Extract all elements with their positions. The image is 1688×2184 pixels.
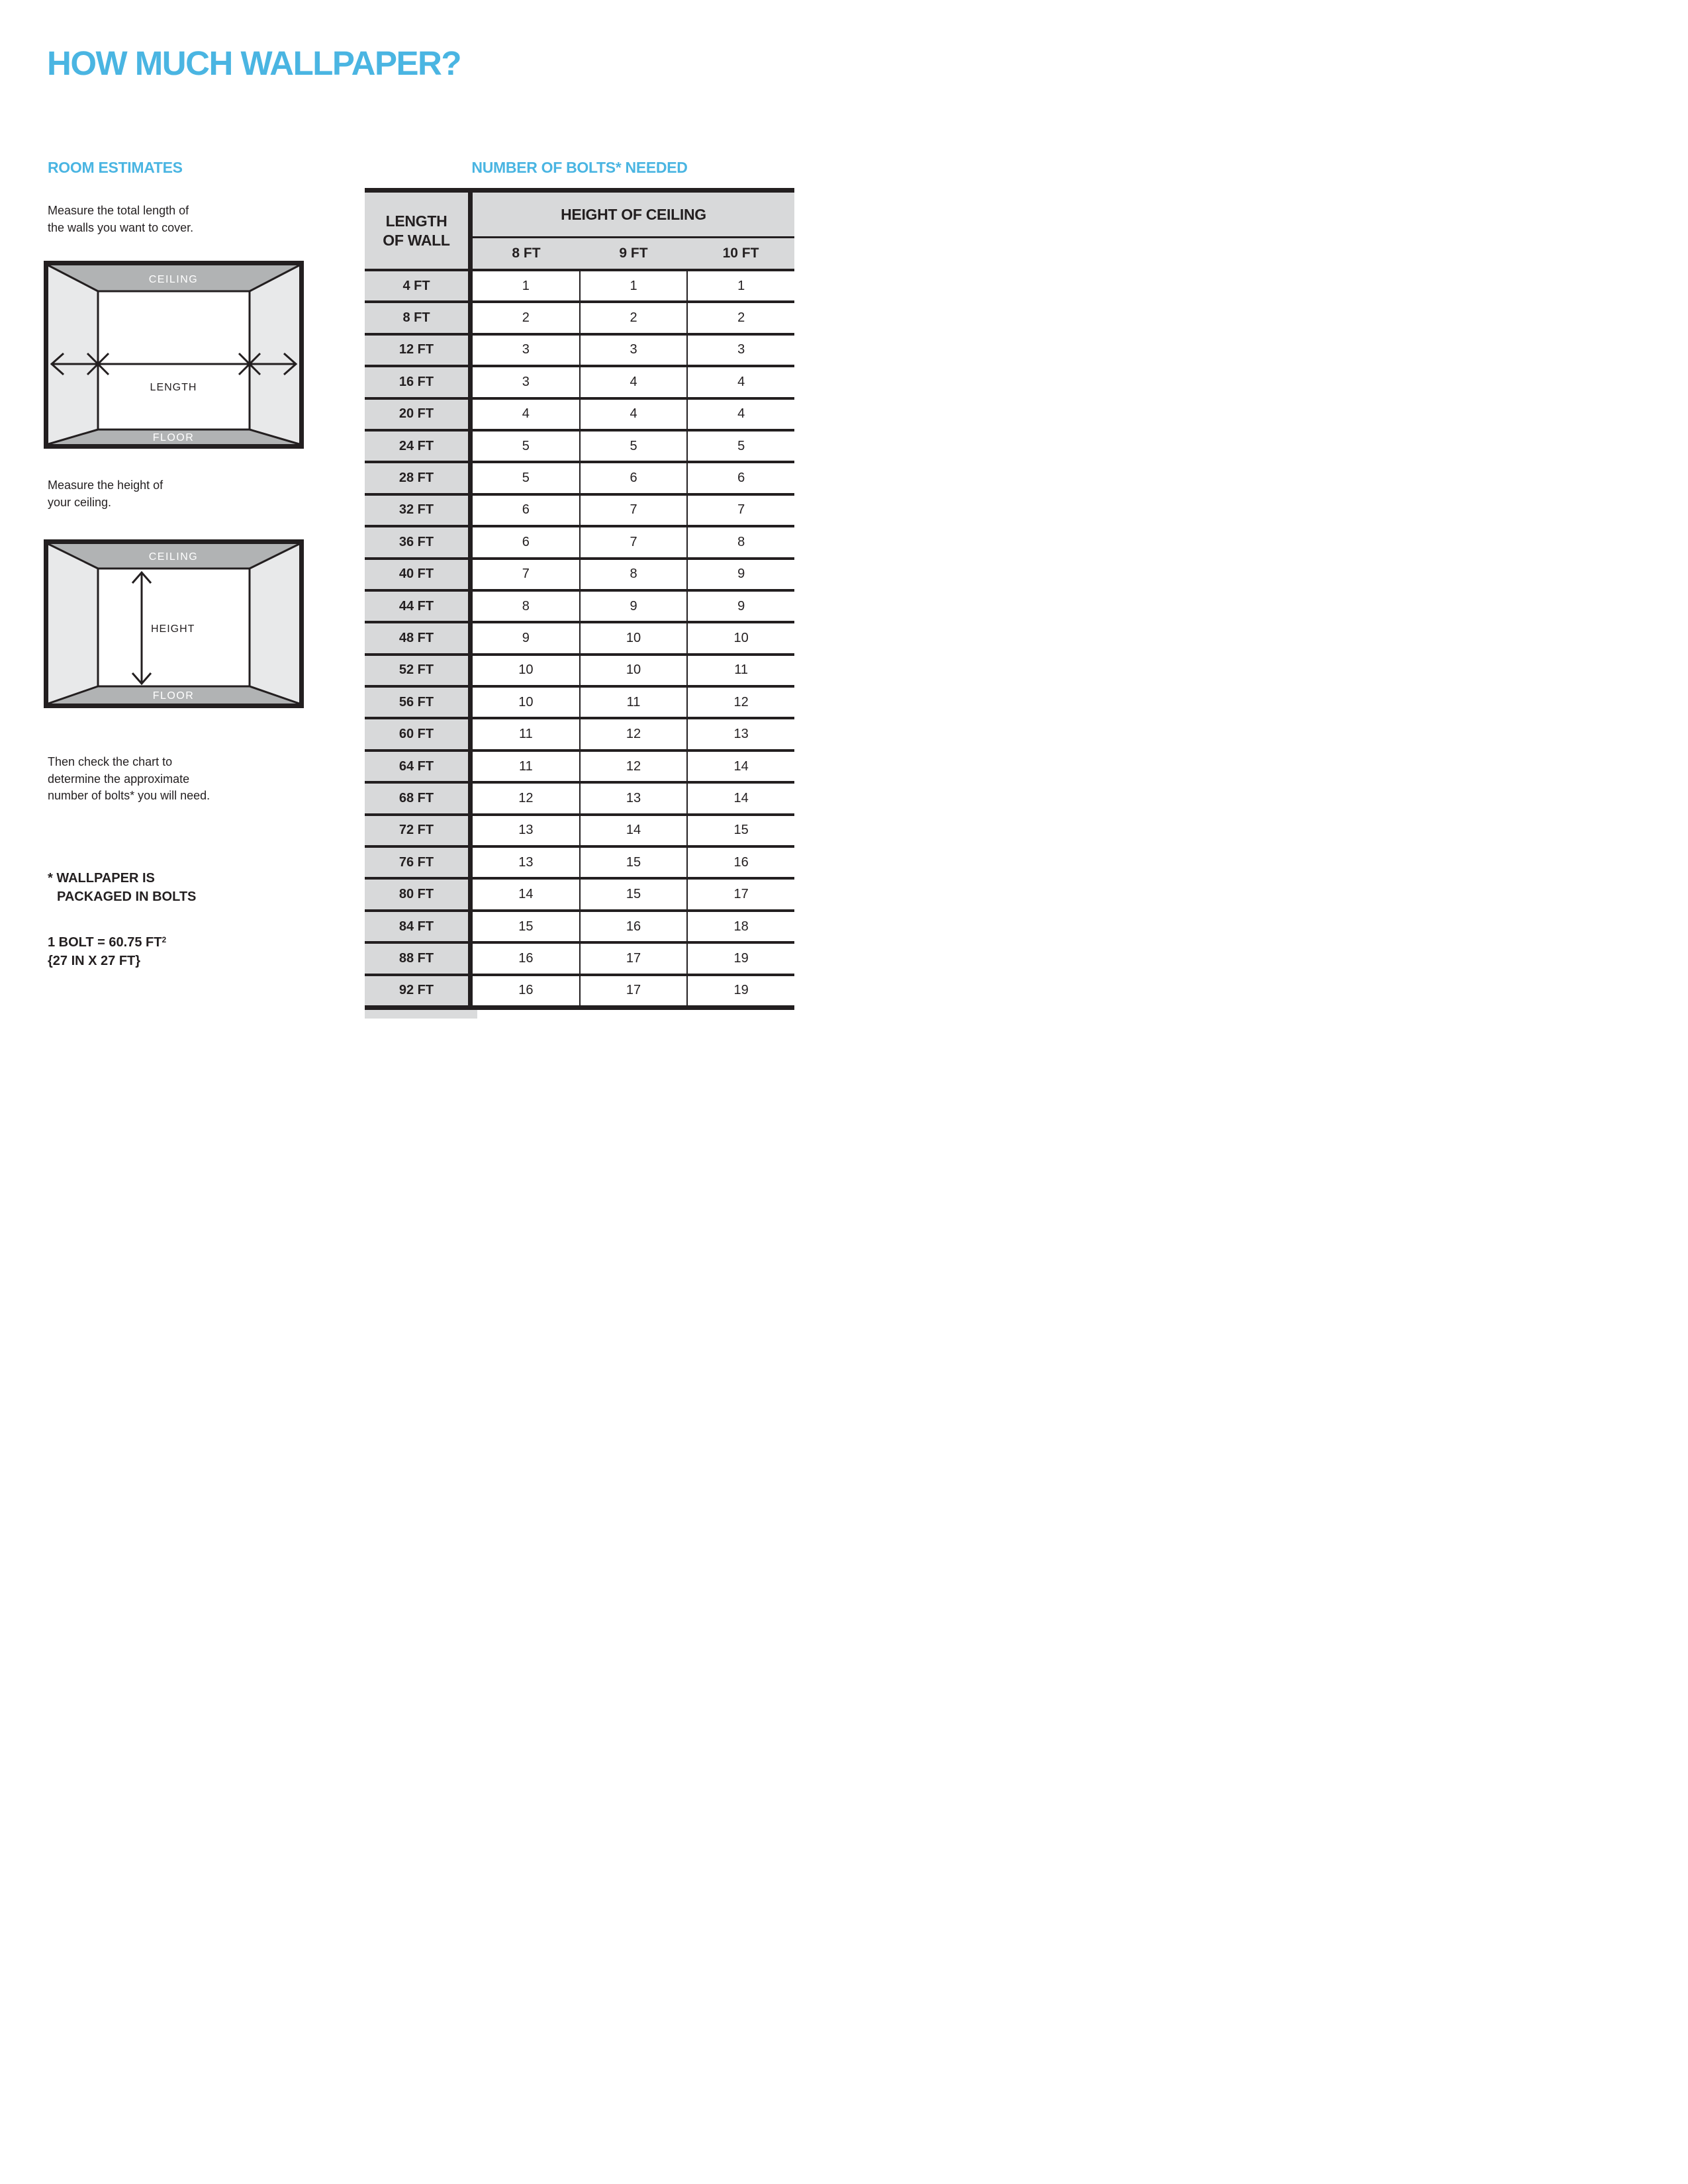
bolt-equivalence	[48, 931, 166, 970]
column-header-8ft: 8 FT	[512, 246, 541, 261]
bolt-count-cell: 5	[686, 432, 794, 461]
bolt-count-cell: 9	[686, 592, 794, 621]
bolt-count-cell: 9	[579, 592, 687, 621]
paragraph-line: number of bolts* you will need.	[48, 789, 211, 802]
bolt-count-cell: 6	[686, 463, 794, 492]
bolt-count-cell: 13	[686, 719, 794, 749]
bolt-count-cell: 11	[686, 656, 794, 685]
left-wall	[48, 265, 98, 444]
table-row	[365, 589, 794, 621]
table-row	[365, 974, 794, 1005]
bolt-count-cell: 10	[579, 623, 687, 653]
bolt-count-cell: 13	[473, 816, 579, 845]
paragraph-line: your ceiling.	[48, 495, 112, 509]
table-footer-stub	[365, 1010, 477, 1019]
bolt-count-cell: 16	[473, 976, 579, 1005]
bolt-count-cell: 7	[473, 560, 579, 589]
bolt-count-cell: 17	[579, 944, 687, 973]
bolt-count-cell: 18	[686, 912, 794, 941]
room-length-diagram	[44, 261, 304, 449]
bolt-count-cell: 15	[473, 912, 579, 941]
wall-length-cell: 64 FT	[365, 752, 473, 781]
bolt-count-cell: 4	[686, 400, 794, 429]
wall-length-cell: 56 FT	[365, 688, 473, 717]
bolt-count-cell: 19	[686, 944, 794, 973]
height-label: HEIGHT	[151, 623, 195, 635]
ceiling-height-subheaders	[473, 238, 794, 269]
table-row	[365, 271, 794, 300]
table-row	[365, 300, 794, 332]
bolt-count-cell: 9	[686, 560, 794, 589]
bolt-area-line	[48, 931, 166, 952]
ceiling-height-header-group	[473, 193, 794, 269]
bolt-count-cell: 14	[686, 784, 794, 813]
wall-length-cell: 72 FT	[365, 816, 473, 845]
bolt-count-cell: 16	[473, 944, 579, 973]
table-row	[365, 429, 794, 461]
bolt-count-cell: 12	[686, 688, 794, 717]
check-chart-paragraph	[48, 754, 210, 805]
paragraph-line: determine the approximate	[48, 772, 190, 786]
bolt-count-cell: 15	[579, 880, 687, 909]
table-row	[365, 717, 794, 749]
wall-length-cell: 60 FT	[365, 719, 473, 749]
bolt-count-cell: 7	[579, 527, 687, 557]
bolt-table-body	[365, 271, 794, 1005]
bolt-count-cell: 14	[579, 816, 687, 845]
height-of-ceiling-header: HEIGHT OF CEILING	[473, 193, 794, 238]
bolt-count-cell: 12	[579, 752, 687, 781]
bolt-count-cell: 11	[473, 752, 579, 781]
wall-length-cell: 80 FT	[365, 880, 473, 909]
table-row	[365, 685, 794, 717]
bolts-needed-table	[365, 188, 794, 1019]
floor-label: FLOOR	[152, 432, 195, 443]
bolt-count-cell: 1	[686, 271, 794, 300]
paragraph-line: the walls you want to cover.	[48, 220, 194, 234]
bolt-count-cell: 4	[686, 367, 794, 396]
bolt-count-cell: 6	[473, 496, 579, 525]
table-row	[365, 845, 794, 877]
bolt-count-cell: 3	[579, 336, 687, 365]
bolt-count-cell: 2	[473, 303, 579, 332]
bolt-count-cell: 6	[579, 463, 687, 492]
wall-length-cell: 24 FT	[365, 432, 473, 461]
table-row	[365, 365, 794, 396]
bolt-count-cell: 2	[579, 303, 687, 332]
bolt-count-cell: 13	[579, 784, 687, 813]
wall-length-cell: 4 FT	[365, 271, 473, 300]
table-row	[365, 557, 794, 589]
table-bottom-rule	[365, 1005, 794, 1010]
wall-length-cell: 20 FT	[365, 400, 473, 429]
length-label: LENGTH	[150, 382, 197, 393]
bolt-count-cell: 8	[579, 560, 687, 589]
wall-length-cell: 28 FT	[365, 463, 473, 492]
table-row	[365, 621, 794, 653]
footnote-line: PACKAGED IN BOLTS	[57, 889, 197, 904]
page-title: HOW MUCH WALLPAPER?	[47, 44, 461, 82]
paragraph-line: Measure the height of	[48, 478, 164, 492]
wall-length-cell: 92 FT	[365, 976, 473, 1005]
bolt-count-cell: 10	[579, 656, 687, 685]
table-row	[365, 877, 794, 909]
table-row	[365, 941, 794, 973]
table-row	[365, 493, 794, 525]
ceiling-label: CEILING	[148, 274, 199, 285]
bolt-count-cell: 8	[473, 592, 579, 621]
room-estimates-heading: ROOM ESTIMATES	[48, 159, 183, 176]
bolt-count-cell: 10	[473, 656, 579, 685]
bolt-count-cell: 15	[579, 848, 687, 877]
bolt-count-cell: 12	[473, 784, 579, 813]
wall-length-cell: 88 FT	[365, 944, 473, 973]
table-row	[365, 397, 794, 429]
ceiling-label: CEILING	[148, 551, 199, 563]
header-line: OF WALL	[383, 231, 450, 249]
bolt-count-cell: 12	[579, 719, 687, 749]
wall-length-cell: 8 FT	[365, 303, 473, 332]
bolt-count-cell: 16	[686, 848, 794, 877]
bolt-count-cell: 8	[686, 527, 794, 557]
bolts-needed-heading: NUMBER OF BOLTS* NEEDED	[471, 159, 688, 176]
table-row	[365, 813, 794, 845]
bolt-count-cell: 1	[579, 271, 687, 300]
wall-length-cell: 12 FT	[365, 336, 473, 365]
wall-length-cell: 68 FT	[365, 784, 473, 813]
wall-length-cell: 48 FT	[365, 623, 473, 653]
bolt-count-cell: 7	[579, 496, 687, 525]
bolt-count-cell: 19	[686, 976, 794, 1005]
bolt-count-cell: 3	[473, 336, 579, 365]
paragraph-line: Measure the total length of	[48, 204, 189, 217]
wall-length-cell: 76 FT	[365, 848, 473, 877]
floor-label: FLOOR	[152, 690, 195, 702]
table-row	[365, 909, 794, 941]
table-row	[365, 653, 794, 685]
bolt-count-cell: 14	[686, 752, 794, 781]
room-height-diagram	[44, 539, 304, 708]
table-row	[365, 749, 794, 781]
column-header-10ft: 10 FT	[722, 246, 759, 261]
bolt-count-cell: 11	[473, 719, 579, 749]
wall-length-cell: 40 FT	[365, 560, 473, 589]
wall-length-cell: 44 FT	[365, 592, 473, 621]
squared-exponent: 2	[162, 935, 167, 944]
bolt-count-cell: 15	[686, 816, 794, 845]
table-row	[365, 525, 794, 557]
wall-length-cell: 52 FT	[365, 656, 473, 685]
back-wall	[98, 291, 250, 430]
bolt-count-cell: 10	[473, 688, 579, 717]
bolt-count-cell: 17	[686, 880, 794, 909]
footnote-line: * WALLPAPER IS	[48, 871, 155, 886]
bolt-count-cell: 7	[686, 496, 794, 525]
left-wall	[48, 544, 98, 704]
wall-length-cell: 16 FT	[365, 367, 473, 396]
bolt-count-cell: 9	[473, 623, 579, 653]
header-line: LENGTH	[385, 212, 447, 230]
table-row	[365, 461, 794, 492]
bolt-dimensions-line: {27 IN X 27 FT}	[48, 954, 141, 968]
wallpaper-estimate-page	[0, 0, 844, 1092]
table-row	[365, 781, 794, 813]
bolt-count-cell: 4	[473, 400, 579, 429]
bolt-area-text: 1 BOLT = 60.75 FT	[48, 935, 162, 950]
bolt-count-cell: 3	[473, 367, 579, 396]
bolt-count-cell: 10	[686, 623, 794, 653]
table-top-rule	[365, 188, 794, 193]
bolts-footnote	[48, 869, 196, 906]
wall-length-cell: 84 FT	[365, 912, 473, 941]
measure-length-paragraph	[48, 203, 193, 236]
bolt-count-cell: 11	[579, 688, 687, 717]
bolt-count-cell: 2	[686, 303, 794, 332]
bolt-count-cell: 17	[579, 976, 687, 1005]
right-wall	[250, 265, 299, 444]
right-wall	[250, 544, 299, 704]
bolt-count-cell: 3	[686, 336, 794, 365]
bolt-count-cell: 1	[473, 271, 579, 300]
bolt-count-cell: 5	[473, 463, 579, 492]
wall-length-cell: 36 FT	[365, 527, 473, 557]
bolt-count-cell: 5	[579, 432, 687, 461]
bolt-count-cell: 13	[473, 848, 579, 877]
table-header	[365, 193, 794, 271]
bolt-count-cell: 5	[473, 432, 579, 461]
bolt-count-cell: 6	[473, 527, 579, 557]
bolt-count-cell: 14	[473, 880, 579, 909]
bolt-count-cell: 16	[579, 912, 687, 941]
length-of-wall-header	[365, 193, 473, 269]
bolt-count-cell: 4	[579, 367, 687, 396]
wall-length-cell: 32 FT	[365, 496, 473, 525]
bolt-count-cell: 4	[579, 400, 687, 429]
measure-height-paragraph	[48, 477, 163, 511]
column-header-9ft: 9 FT	[619, 246, 648, 261]
table-row	[365, 333, 794, 365]
paragraph-line: Then check the chart to	[48, 755, 173, 768]
